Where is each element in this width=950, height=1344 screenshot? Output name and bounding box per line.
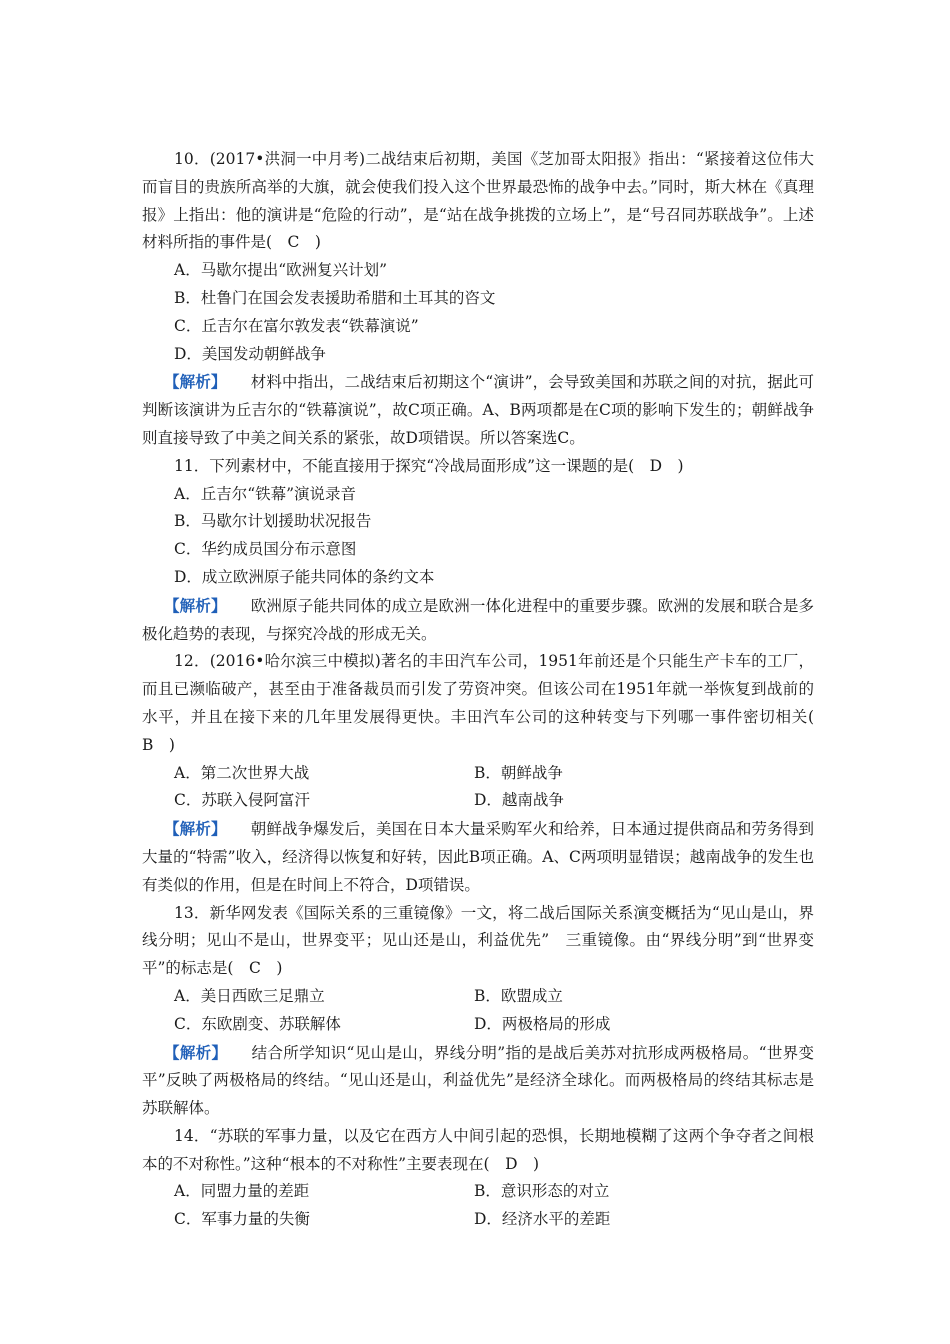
option-d: D．两极格局的形成 xyxy=(474,1014,611,1033)
explanation xyxy=(142,592,814,649)
option-c: C．苏联入侵阿富汗 xyxy=(174,791,310,810)
question-stem: 10．(2017•洪洞一中月考)二战结束后初期，美国《芝加哥太阳报》指出：“紧接着这位伟大而盲目的贵族所高举的大旗，就会使我们投入这个世界最恐怖的战争中去。”同时，斯大林在《真理报》上指出：他的演讲是“危险的行动”，是“站在战争挑拨的立场上”，是“号召同苏联战争”。上述材料所指的事件是( C ) xyxy=(142,150,814,252)
option-b: B．朝鲜战争 xyxy=(474,763,563,782)
option-b: B．意识形态的对立 xyxy=(474,1182,610,1201)
option-a: A．美日西欧三足鼎立 xyxy=(174,986,325,1005)
question-stem: 11．下列素材中，不能直接用于探究“冷战局面形成”这一课题的是( D ) xyxy=(174,456,684,475)
document-page xyxy=(142,146,830,1234)
explanation xyxy=(142,815,814,899)
option-d: D．越南战争 xyxy=(474,791,564,810)
option-row xyxy=(142,983,814,1011)
option-c: C．华约成员国分布示意图 xyxy=(174,540,357,559)
option-row xyxy=(142,1206,814,1234)
question-stem: 14．“苏联的军事力量，以及它在西方人中间引起的恐惧，长期地模糊了这两个争夺者之间根本的不对称性。”这种“根本的不对称性”主要表现在( D ) xyxy=(142,1126,814,1173)
explanation-text: 朝鲜战争爆发后，美国在日本大量采购军火和给养，日本通过提供商品和劳务得到大量的“特需”收入，经济得以恢复和好转，因此B项正确。A、C两项明显错误；越南战争的发生也有类似的作用，但是在时间上不符合，D项错误。 xyxy=(142,820,814,894)
explanation-tag: 【解析】 xyxy=(164,595,227,615)
option-c: C．军事力量的失衡 xyxy=(174,1210,310,1229)
option-row xyxy=(142,787,814,815)
option-a: A．第二次世界大战 xyxy=(174,763,310,782)
explanation xyxy=(142,368,814,452)
option-a: A．马歇尔提出“欧洲复兴计划” xyxy=(174,261,388,280)
option-a: A．同盟力量的差距 xyxy=(174,1182,310,1201)
option-d: D．成立欧洲原子能共同体的条约文本 xyxy=(174,567,435,586)
question-stem: 13．新华网发表《国际关系的三重镜像》一文，将二战后国际关系演变概括为“见山是山，界线分明；见山不是山，世界变平；见山还是山，利益优先” 三重镜像。由“界线分明”到“世界变平”的标志是( C ) xyxy=(142,903,814,978)
explanation-text: 欧洲原子能共同体的成立是欧洲一体化进程中的重要步骤。欧洲的发展和联合是多极化趋势的表现，与探究冷战的形成无关。 xyxy=(142,596,814,643)
option-c: C．东欧剧变、苏联解体 xyxy=(174,1014,341,1033)
question-stem: 12．(2016•哈尔滨三中模拟)著名的丰田汽车公司，1951年前还是个只能生产卡车的工厂，而且已濒临破产，甚至由于准备裁员而引发了劳资冲突。但该公司在1951年就一举恢复到战前的水平，并且在接下来的几年里发展得更快。丰田汽车公司的这种转变与下列哪一事件密切相关( B ) xyxy=(142,652,830,754)
option-row xyxy=(142,1011,814,1039)
option-b: B．马歇尔计划援助状况报告 xyxy=(174,512,372,531)
option-c: C．丘吉尔在富尔敦发表“铁幕演说” xyxy=(174,316,419,335)
explanation-tag: 【解析】 xyxy=(164,819,227,839)
explanation xyxy=(142,1039,814,1123)
explanation-tag: 【解析】 xyxy=(164,1042,228,1062)
option-d: D．美国发动朝鲜战争 xyxy=(174,344,326,363)
option-a: A．丘吉尔“铁幕”演说录音 xyxy=(174,484,357,503)
option-row xyxy=(142,760,814,788)
option-b: B．杜鲁门在国会发表援助希腊和土耳其的咨文 xyxy=(174,288,496,307)
option-b: B．欧盟成立 xyxy=(474,986,563,1005)
explanation-text: 材料中指出，二战结束后初期这个“演讲”，会导致美国和苏联之间的对抗，据此可判断该演讲为丘吉尔的“铁幕演说”，故C项正确。A、B两项都是在C项的影响下发生的；朝鲜战争则直接导致了中美之间关系的紧张，故D项错误。所以答案选C。 xyxy=(142,373,814,447)
option-row xyxy=(142,1178,814,1206)
explanation-text: 结合所学知识“见山是山，界线分明”指的是战后美苏对抗形成两极格局。“世界变平”反映了两极格局的终结。“见山还是山，利益优先”是经济全球化。而两极格局的终结其标志是苏联解体。 xyxy=(142,1043,814,1118)
option-d: D．经济水平的差距 xyxy=(474,1210,611,1229)
explanation-tag: 【解析】 xyxy=(164,372,227,392)
